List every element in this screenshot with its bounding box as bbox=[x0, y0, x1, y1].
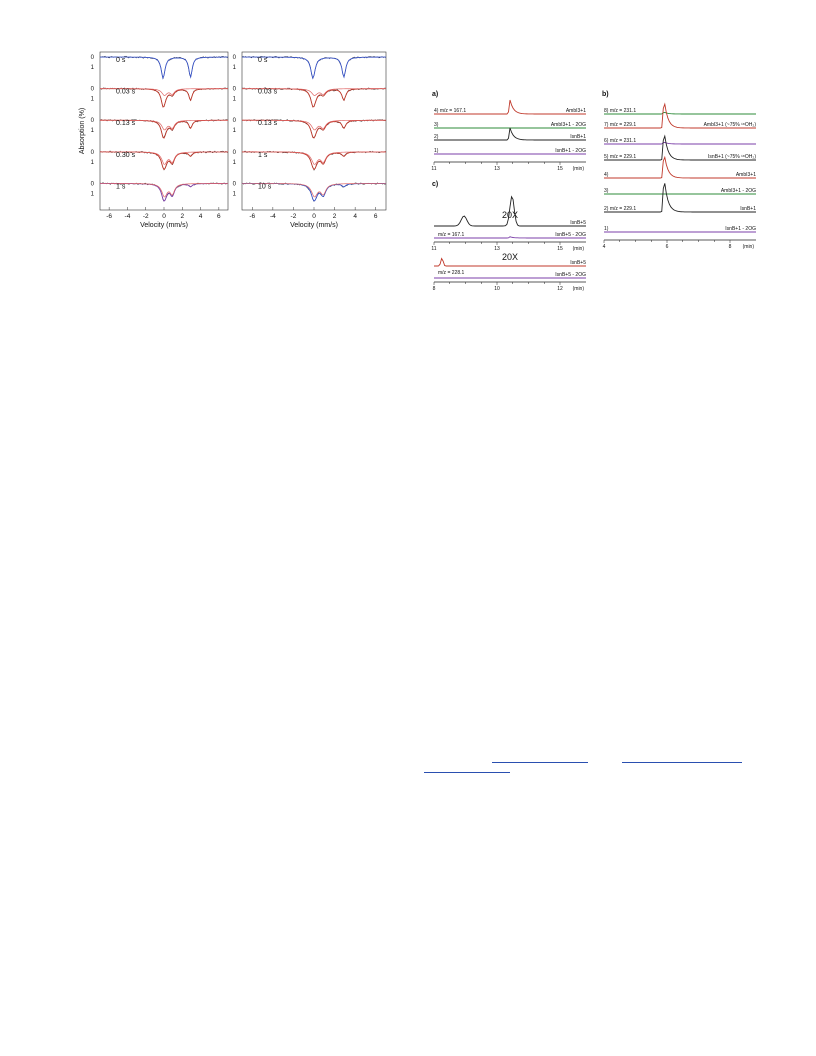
trace-number-label: 7) m/z = 229.1 bbox=[604, 122, 637, 128]
y-tick-label: 0 bbox=[232, 55, 236, 61]
spectrum-time-label: 0.13 s bbox=[116, 120, 136, 128]
y-tick-label: 1 bbox=[90, 128, 94, 135]
spectrum-time-label: 0 s bbox=[116, 57, 126, 64]
trace-number-label: 5) m/z = 229.1 bbox=[604, 154, 637, 160]
zoom-factor-label: 20X bbox=[502, 252, 519, 262]
zoom-factor-label: 20X bbox=[502, 210, 519, 220]
spectrum-time-label: 0.03 s bbox=[116, 88, 136, 96]
time-unit-label: (min) bbox=[572, 286, 584, 292]
reference-link[interactable] bbox=[622, 756, 742, 763]
time-tick-label: 10 bbox=[494, 286, 500, 292]
trace-number-label: 2) m/z = 229.1 bbox=[604, 206, 637, 212]
time-tick-label: 11 bbox=[431, 246, 437, 252]
time-tick-label: 8 bbox=[432, 286, 436, 292]
x-tick-label: 0 bbox=[162, 213, 166, 220]
time-tick-label: 11 bbox=[431, 166, 437, 172]
trace-sample-label: AmbI3+1 bbox=[735, 172, 756, 178]
x-tick-label: 6 bbox=[373, 213, 378, 220]
y-tick-label: 0 bbox=[90, 149, 94, 156]
x-tick-label: 4 bbox=[198, 213, 203, 220]
trace-number-label: 1) bbox=[434, 148, 439, 154]
trace-number-label: 3) bbox=[604, 188, 609, 194]
y-tick-label: 1 bbox=[90, 159, 94, 166]
y-tick-label: 1 bbox=[90, 191, 94, 198]
spectrum-time-label: 0.30 s bbox=[116, 151, 136, 159]
spectrum-time-label: 0 s bbox=[258, 57, 268, 64]
trace-mz-label: m/z = 167.1 bbox=[438, 232, 465, 238]
x-tick-label: 0 bbox=[312, 213, 316, 220]
x-axis-label: Velocity (mm/s) bbox=[140, 222, 188, 229]
panel-label-a: a) bbox=[432, 91, 439, 98]
y-tick-label: 1 bbox=[90, 96, 94, 103]
x-axis-label: Velocity (mm/s) bbox=[290, 222, 338, 229]
x-tick-label: 2 bbox=[180, 213, 185, 220]
chromatogram-panel-a bbox=[430, 88, 590, 174]
time-unit-label: (min) bbox=[742, 244, 754, 250]
x-tick-label: 4 bbox=[353, 213, 357, 220]
mossbauer-panel-left bbox=[78, 48, 234, 238]
y-tick-label: 0 bbox=[90, 181, 94, 188]
x-tick-label: 2 bbox=[332, 213, 337, 220]
trace-number-label: 6) m/z = 231.1 bbox=[604, 138, 637, 144]
time-tick-label: 12 bbox=[557, 286, 563, 292]
trace-sample-label: AmbI3+1 - 2OG bbox=[550, 122, 586, 128]
spectrum-time-label: 1 s bbox=[116, 183, 126, 191]
trace-sample-label: IsnB+1 - 2OG bbox=[555, 148, 586, 154]
spectrum-time-label: 0.03 s bbox=[258, 88, 278, 96]
panel-label-c: c) bbox=[432, 181, 439, 188]
x-tick-label: -2 bbox=[142, 213, 149, 220]
trace-number-label: 4) m/z = 167.1 bbox=[434, 108, 467, 114]
y-tick-label: 1 bbox=[90, 65, 94, 71]
trace-number-label: 8) m/z = 231.1 bbox=[604, 108, 637, 114]
trace-sample-label: IsnB+5 bbox=[570, 260, 586, 266]
x-tick-label: -6 bbox=[249, 213, 256, 220]
y-tick-label: 0 bbox=[232, 86, 236, 93]
y-tick-label: 0 bbox=[90, 118, 94, 125]
spectrum-time-label: 1 s bbox=[258, 151, 268, 159]
time-tick-label: 15 bbox=[557, 246, 563, 252]
trace-number-label: 2) bbox=[434, 134, 439, 140]
y-tick-label: 0 bbox=[90, 55, 94, 61]
trace-sample-label: IsnB+5 - 2OG bbox=[555, 272, 586, 278]
y-tick-label: 0 bbox=[90, 86, 94, 93]
trace-mz-label: m/z = 228.1 bbox=[438, 270, 465, 276]
trace-sample-label: IsnB+1 - 2OG bbox=[725, 226, 756, 232]
trace-sample-label: IsnB+5 bbox=[570, 220, 586, 226]
trace-sample-label: IsnB+1 bbox=[570, 134, 586, 140]
reference-link[interactable] bbox=[424, 766, 510, 773]
trace-sample-label: IsnB+1 bbox=[740, 206, 756, 212]
spectrum-time-label: 10 s bbox=[258, 183, 272, 191]
trace-sample-label: AmbI3+1 bbox=[565, 108, 586, 114]
y-tick-label: 1 bbox=[232, 159, 236, 166]
y-tick-label: 1 bbox=[232, 128, 236, 135]
y-tick-label: 1 bbox=[232, 65, 236, 71]
trace-sample-label: AmbI3+1 (~75% ¹⁸OH₂) bbox=[703, 122, 756, 128]
trace-number-label: 1) bbox=[604, 226, 609, 232]
chromatogram-panel-c bbox=[430, 178, 590, 290]
x-tick-label: -4 bbox=[124, 213, 131, 220]
x-tick-label: -2 bbox=[290, 213, 297, 220]
time-tick-label: 13 bbox=[494, 246, 500, 252]
chromatogram-trace bbox=[434, 128, 586, 140]
chromatogram-panel-b bbox=[600, 88, 760, 256]
y-tick-label: 0 bbox=[232, 149, 236, 156]
time-tick-label: 13 bbox=[494, 166, 500, 172]
time-unit-label: (min) bbox=[572, 166, 584, 172]
time-unit-label: (min) bbox=[572, 246, 584, 252]
y-tick-label: 0 bbox=[232, 118, 236, 125]
time-tick-label: 15 bbox=[557, 166, 563, 172]
trace-sample-label: IsnB+1 (~75% ¹⁸OH₂) bbox=[708, 154, 756, 160]
panel-label-b: b) bbox=[602, 91, 609, 98]
trace-sample-label: IsnB+5 - 2OG bbox=[555, 232, 586, 238]
y-tick-label: 1 bbox=[232, 96, 236, 103]
y-tick-label: 0 bbox=[232, 181, 236, 188]
reference-link[interactable] bbox=[492, 756, 588, 763]
trace-number-label: 3) bbox=[434, 122, 439, 128]
mossbauer-panel-right bbox=[232, 48, 392, 238]
time-tick-label: 6 bbox=[665, 244, 669, 250]
trace-sample-label: AmbI3+1 - 2OG bbox=[720, 188, 756, 194]
trace-number-label: 4) bbox=[604, 172, 609, 178]
spectrum-time-label: 0.13 s bbox=[258, 120, 278, 128]
x-tick-label: -4 bbox=[269, 213, 276, 220]
time-tick-label: 8 bbox=[728, 244, 732, 250]
x-tick-label: 6 bbox=[217, 213, 221, 220]
x-tick-label: -6 bbox=[106, 213, 113, 220]
y-tick-label: 1 bbox=[232, 191, 236, 198]
y-axis-label: Absorption (%) bbox=[79, 107, 86, 155]
time-tick-label: 4 bbox=[602, 244, 606, 250]
